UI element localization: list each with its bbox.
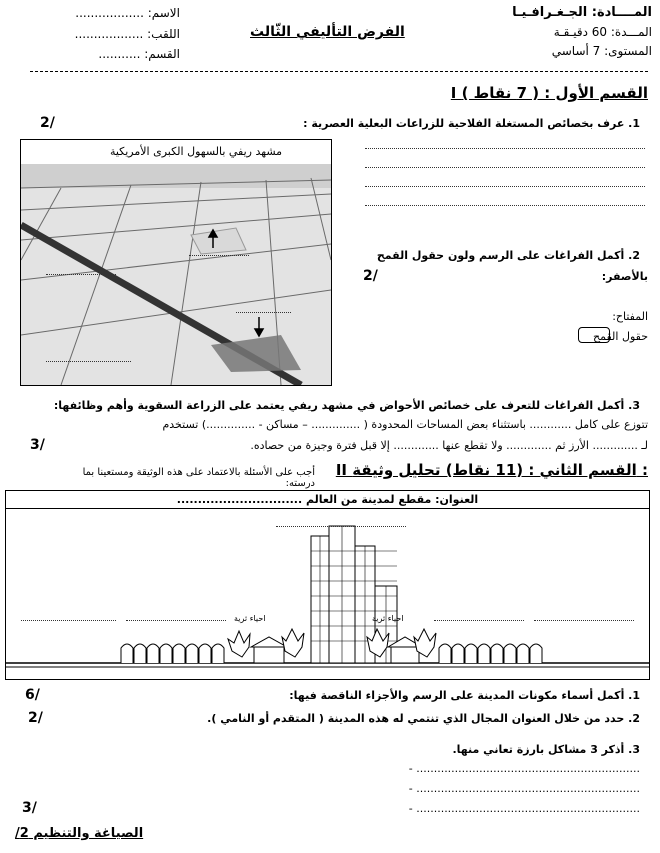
part1-q2-line2: بالأصفر: xyxy=(601,270,648,283)
part1-q3-line2: لـ ............. الأرز ثم ............. ولا تقطع عنها ............. إلا قبل فترة وجيزة من حصاده. xyxy=(250,439,648,452)
city-section-document xyxy=(5,490,650,680)
part2-q3-answer-2[interactable]: - ................................................................ xyxy=(408,782,640,795)
presentation-score: الصياغة والتنظيم 2/ xyxy=(15,826,144,841)
part1-q3: 3. أكمل الفراغات للتعرف على خصائص الأحواض في مشهد ريفي يعتمد على الزراعة السقوية وأهم وظائفها: xyxy=(53,399,640,412)
document-title: العنوان: مقطع لمدينة من العالم .............................. xyxy=(6,493,649,509)
doc-blank-center-right[interactable] xyxy=(434,619,524,621)
part1-title: I القسم الأول : ( 7 نقاط ) xyxy=(450,84,648,102)
level-label: المستوى: 7 أساسي xyxy=(551,44,652,58)
part2-q3: 3. أذكر 3 مشاكل بارزة تعاني منها. xyxy=(452,743,640,756)
part1-q3-score: 3/ xyxy=(30,437,45,453)
surname-field[interactable]: اللقب: .................. xyxy=(74,27,180,41)
part1-q1: 1. عرف بخصائص المستغلة الفلاحية للزراعات البعلية العصرية : xyxy=(303,117,640,130)
part1-q1-score: 2/ xyxy=(40,115,55,131)
photo-blank[interactable] xyxy=(46,360,131,362)
part2-title: II القسم الثاني : (11 نقاط) تحليل وثيقة : xyxy=(335,461,648,479)
answer-line[interactable] xyxy=(365,204,645,206)
name-field[interactable]: الاسم: .................. xyxy=(75,6,180,20)
duration-label: المـــدة: 60 دقيـقـة xyxy=(553,25,652,39)
part2-q1: 1. أكمل أسماء مكونات المدينة على الرسم والأجزاء الناقصة فيها: xyxy=(289,689,640,702)
photo-blank[interactable] xyxy=(236,311,291,313)
doc-blank-right[interactable] xyxy=(534,619,634,621)
doc-blank-center-left[interactable] xyxy=(126,619,226,621)
header-divider xyxy=(30,71,648,72)
doc-blank-left[interactable] xyxy=(21,619,116,621)
subject-label: المــــادة: الجـغـرافـيـا xyxy=(512,5,652,20)
city-section-drawing xyxy=(6,491,649,679)
photo-caption: مشهد ريفي بالسهول الكبرى الأمريكية xyxy=(109,145,283,158)
part1-q2-line1: 2. أكمل الفراغات على الرسم ولون حقول القمح xyxy=(376,249,640,262)
class-field[interactable]: القسم: ........... xyxy=(98,47,180,61)
photo-blank[interactable] xyxy=(46,273,116,275)
part2-instruction: أجب على الأسئلة بالاعتماد على هذه الوثيقة ومستعينا بما درسته: xyxy=(82,467,315,489)
label-rich-left: احياء ثرية xyxy=(234,614,266,623)
rural-landscape-photo xyxy=(20,139,332,386)
part2-q1-score: 6/ xyxy=(25,687,40,703)
key-color-box[interactable] xyxy=(578,327,610,343)
landscape-drawing xyxy=(21,140,331,385)
part1-q2-score: 2/ xyxy=(363,268,378,284)
key-title: المفتاح: xyxy=(612,310,648,323)
exam-title: الفرض التأليفي الثّالث xyxy=(250,24,405,40)
part2-q2: 2. حدد من خلال العنوان المجال الذي تنتمي له هذه المدينة ( المتقدم أو النامي ). xyxy=(207,712,640,725)
answer-line[interactable] xyxy=(365,185,645,187)
key-item-label: حقول القمح xyxy=(593,330,648,343)
doc-blank-top[interactable] xyxy=(276,525,406,527)
part1-q3-line1: تتوزع على كامل ............ باستثناء بعض المساحات المحدودة ( .............. – مساكن - ..............) تستخدم xyxy=(162,418,648,431)
part2-q2-score: 2/ xyxy=(28,710,43,726)
label-rich-right: احياء ثرية xyxy=(372,614,404,623)
part2-q3-answer-1[interactable]: - ................................................................ xyxy=(408,762,640,775)
answer-line[interactable] xyxy=(365,166,645,168)
photo-blank[interactable] xyxy=(189,254,249,256)
part2-q3-answer-3[interactable]: - ................................................................ xyxy=(408,802,640,815)
answer-line[interactable] xyxy=(365,147,645,149)
part2-q3-score: 3/ xyxy=(22,800,37,816)
